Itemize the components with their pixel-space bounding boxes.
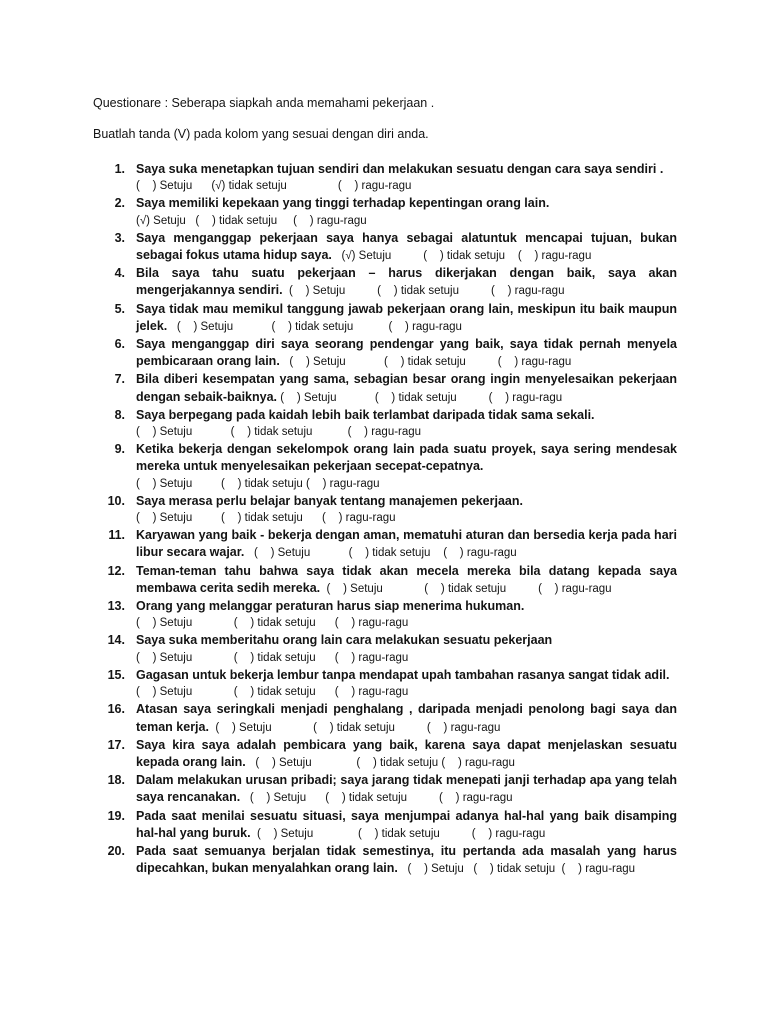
- option-disagree: tidak setuju: [244, 477, 303, 490]
- option-unsure: ragu-ragu: [462, 792, 513, 805]
- answer-options: [246, 757, 515, 769]
- answer-options: [280, 356, 571, 368]
- option-agree: Setuju: [159, 512, 193, 525]
- question-number: 9.: [114, 442, 125, 457]
- checkbox-unsure[interactable]: ( ): [302, 477, 330, 490]
- question-number: 12.: [107, 563, 125, 578]
- answer-options: [136, 684, 677, 701]
- question-text: Saya suka memberitahu orang lain cara melakukan sesuatu pekerjaan: [136, 633, 553, 648]
- checkbox-unsure[interactable]: ( ): [302, 512, 346, 525]
- option-agree: Setuju: [358, 250, 392, 263]
- question-text: Bila diberi kesempatan yang sama, sebagian besar orang ingin menyelesaikan pekerjaan dengan sebaik-baiknya. ( ) Setuju ( ) tidak setuju ( ) ragu-ragu: [136, 372, 677, 404]
- option-disagree: tidak setuju: [379, 756, 439, 769]
- checkbox-disagree[interactable]: ( ): [271, 721, 337, 734]
- option-disagree: tidak setuju: [257, 686, 316, 699]
- checkbox-unsure[interactable]: ( ): [353, 320, 413, 333]
- checkbox-disagree[interactable]: ( ): [336, 391, 399, 404]
- question-text: Saya merasa perlu belajar banyak tentang manajemen pekerjaan.: [136, 493, 523, 508]
- answer-options: [398, 863, 635, 875]
- checkbox-agree[interactable]: ( ): [215, 721, 239, 734]
- checkbox-agree[interactable]: ( ): [257, 827, 281, 840]
- checkbox-disagree[interactable]: ( ): [306, 792, 349, 805]
- question-number: 16.: [107, 702, 125, 717]
- option-unsure: ragu-ragu: [450, 721, 501, 734]
- option-unsure: ragu-ragu: [358, 686, 409, 699]
- question-text: Pada saat semuanya berjalan tidak semestinya, itu pertanda ada masalah yang harus dipecahkan, bukan menyalahkan orang lain. ( ) Setuju ( ) tidak setuju ( ) ragu-ragu: [136, 843, 677, 876]
- checkbox-agree[interactable]: ( ): [326, 582, 351, 595]
- question-item: [0, 772, 677, 807]
- question-item: [0, 265, 677, 300]
- option-disagree: tidak setuju: [336, 721, 395, 734]
- question-text: Gagasan untuk bekerja lembur tanpa mendapat upah tambahan rasanya sangat tidak adil.: [136, 667, 670, 682]
- question-text: Karyawan yang baik - bekerja dengan aman, mematuhi aturan dan bersedia kerja pada hari libur secara wajar. ( ) Setuju ( ) tidak setuju ( ) ragu-ragu: [136, 528, 677, 560]
- checkbox-disagree[interactable]: ( ): [310, 547, 373, 560]
- question-item: [0, 632, 677, 666]
- option-disagree: tidak setuju: [381, 827, 440, 840]
- question-text: Saya suka menetapkan tujuan sendiri dan melakukan sesuatu dengan cara saya sendiri .: [136, 162, 664, 176]
- option-unsure: ragu-ragu: [412, 320, 462, 333]
- option-disagree: tidak setuju: [398, 391, 457, 404]
- checkbox-unsure[interactable]: ( ): [430, 547, 467, 560]
- option-disagree: tidak setuju: [228, 180, 287, 193]
- checkbox-disagree[interactable]: ( ): [345, 285, 401, 298]
- checkbox-unsure[interactable]: ( ): [459, 285, 515, 298]
- question-item: [0, 527, 677, 562]
- question-number: 3.: [114, 230, 125, 245]
- question-number: 4.: [114, 266, 125, 281]
- answer-options: [136, 476, 677, 493]
- option-agree: Setuju: [159, 180, 193, 193]
- option-unsure: ragu-ragu: [514, 285, 565, 298]
- checkbox-disagree[interactable]: ( ): [313, 827, 382, 840]
- checkbox-disagree[interactable]: ( ): [382, 582, 448, 595]
- question-text: Atasan saya seringkali menjadi penghalang , daripada menjadi penolong bagi saya dan teman kerja. ( ) Setuju ( ) tidak setuju ( ) ragu-ragu: [136, 702, 677, 734]
- question-text: Saya menganggap pekerjaan saya hanya sebagai alatuntuk mencapai tujuan, bukan sebagai fokus utama hidup saya. (√) Setuju ( ) tidak setuju ( ) ragu-ragu: [136, 230, 677, 263]
- checkbox-agree[interactable]: ( ): [136, 617, 160, 630]
- question-item: [0, 667, 677, 701]
- question-text: Saya berpegang pada kaidah lebih baik terlambat daripada tidak sama sekali.: [136, 407, 595, 422]
- option-unsure: ragu-ragu: [358, 617, 409, 630]
- option-agree: Setuju: [159, 651, 193, 664]
- checkbox-agree[interactable]: ( ): [280, 391, 304, 404]
- question-text: Bila saya tahu suatu pekerjaan – harus dikerjakan dengan baik, saya akan mengerjakannya sendiri. ( ) Setuju ( ) tidak setuju ( ) ragu-ragu: [136, 266, 677, 298]
- checkbox-agree[interactable]: ( ): [288, 285, 313, 298]
- instruction-text: Buatlah tanda (V) pada kolom yang sesuai dengan diri anda.: [93, 127, 429, 141]
- question-text: Pada saat menilai sesuatu situasi, saya menjumpai adanya hal-hal yang baik disamping hal-hal yang buruk. ( ) Setuju ( ) tidak setuju ( ) ragu-ragu: [136, 808, 677, 840]
- question-item: [0, 808, 677, 843]
- checkbox-disagree[interactable]: ( ): [192, 426, 255, 439]
- checkbox-disagree-checked[interactable]: (√): [192, 180, 229, 193]
- checkbox-disagree[interactable]: ( ): [192, 512, 245, 525]
- option-disagree: tidak setuju: [372, 547, 431, 560]
- answer-options: [136, 424, 677, 441]
- question-text: Teman-teman tahu bahwa saya tidak akan mecela mereka bila datang kepada saya membawa cerita sedih mereka. ( ) Setuju ( ) tidak setuju ( ) ragu-ragu: [136, 563, 677, 595]
- question-list: [0, 161, 768, 878]
- checkbox-disagree[interactable]: ( ): [391, 250, 447, 263]
- option-disagree: tidak setuju: [219, 214, 278, 227]
- checkbox-disagree[interactable]: ( ): [192, 617, 258, 630]
- option-disagree: tidak setuju: [295, 320, 354, 333]
- option-unsure: ragu-ragu: [495, 827, 546, 840]
- checkbox-unsure[interactable]: ( ): [407, 792, 463, 805]
- option-unsure: ragu-ragu: [345, 512, 396, 525]
- question-item: [0, 301, 677, 336]
- answer-options: [136, 510, 677, 527]
- option-agree: Setuju: [159, 477, 193, 490]
- question-item: [0, 701, 677, 736]
- checkbox-agree[interactable]: ( ): [136, 180, 160, 193]
- option-agree: Setuju: [273, 792, 307, 805]
- checkbox-unsure[interactable]: ( ): [506, 582, 562, 595]
- answer-options: [136, 650, 677, 667]
- option-agree: Setuju: [159, 426, 193, 439]
- question-text: Saya menganggap diri saya seorang pendengar yang baik, saya tidak pernah menyela pembicaraan orang lain. ( ) Setuju ( ) tidak setuju ( ) ragu-ragu: [136, 337, 677, 369]
- question-number: 7.: [114, 372, 125, 387]
- option-unsure: ragu-ragu: [329, 477, 380, 490]
- option-unsure: ragu-ragu: [371, 426, 422, 439]
- checkbox-unsure[interactable]: ( ): [277, 214, 317, 227]
- answer-options: [209, 722, 500, 734]
- checkbox-disagree[interactable]: ( ): [185, 214, 220, 227]
- question-item: [0, 161, 677, 195]
- question-number: 20.: [107, 843, 125, 858]
- option-unsure: ragu-ragu: [316, 214, 367, 227]
- question-number: 5.: [114, 301, 125, 316]
- option-unsure: ragu-ragu: [585, 863, 636, 876]
- option-disagree: tidak setuju: [447, 582, 507, 595]
- checkbox-agree-checked[interactable]: (√): [136, 214, 154, 227]
- checkbox-unsure[interactable]: ( ): [315, 617, 359, 630]
- question-number: 14.: [107, 633, 125, 648]
- question-number: 2.: [114, 196, 125, 211]
- checkbox-disagree[interactable]: ( ): [463, 863, 497, 876]
- answer-options: [136, 178, 677, 195]
- option-agree: Setuju: [279, 756, 312, 769]
- checkbox-agree[interactable]: ( ): [254, 547, 278, 560]
- option-agree: Setuju: [350, 582, 383, 595]
- question-item: [0, 336, 677, 371]
- question-text: Saya tidak mau memikul tanggung jawab pekerjaan orang lain, meskipun itu baik maupun jelek. ( ) Setuju ( ) tidak setuju ( ) ragu-ragu: [136, 301, 677, 333]
- option-agree: Setuju: [313, 356, 346, 369]
- option-unsure: ragu-ragu: [361, 180, 412, 193]
- checkbox-unsure[interactable]: ( ): [505, 250, 542, 263]
- checkbox-disagree[interactable]: ( ): [192, 686, 258, 699]
- checkbox-agree[interactable]: ( ): [136, 426, 160, 439]
- question-number: 13.: [107, 599, 125, 614]
- question-item: [0, 843, 677, 878]
- question-item: [0, 230, 677, 265]
- option-agree: Setuju: [239, 721, 272, 734]
- option-unsure: ragu-ragu: [466, 547, 517, 560]
- checkbox-disagree[interactable]: ( ): [192, 651, 258, 664]
- checkbox-disagree[interactable]: ( ): [345, 356, 408, 369]
- option-unsure: ragu-ragu: [541, 250, 592, 263]
- checkbox-unsure[interactable]: ( ): [439, 827, 496, 840]
- question-item: [0, 371, 677, 406]
- checkbox-unsure[interactable]: ( ): [438, 756, 466, 769]
- checkbox-unsure[interactable]: ( ): [394, 721, 451, 734]
- option-disagree: tidak setuju: [348, 792, 408, 805]
- checkbox-agree-checked[interactable]: (√): [341, 250, 359, 263]
- question-item: [0, 441, 677, 493]
- question-item: [0, 493, 677, 527]
- question-number: 6.: [114, 337, 125, 352]
- page-title: Questionare : Seberapa siapkah anda memahami pekerjaan .: [93, 96, 435, 110]
- question-text: Orang yang melanggar peraturan harus siap menerima hukuman.: [136, 599, 525, 614]
- question-number: 11.: [108, 528, 125, 543]
- question-item: [0, 407, 677, 441]
- option-disagree: tidak setuju: [400, 285, 460, 298]
- checkbox-agree[interactable]: ( ): [136, 512, 160, 525]
- checkbox-unsure[interactable]: ( ): [315, 686, 359, 699]
- option-agree: Setuju: [312, 285, 346, 298]
- option-agree: Setuju: [303, 391, 337, 404]
- checkbox-agree[interactable]: ( ): [289, 356, 314, 369]
- checkbox-disagree[interactable]: ( ): [233, 320, 296, 333]
- question-number: 10.: [107, 493, 125, 508]
- answer-options: [277, 392, 562, 404]
- answer-options: [240, 792, 512, 804]
- answer-options: [136, 213, 677, 230]
- checkbox-disagree[interactable]: ( ): [192, 477, 245, 490]
- question-number: 8.: [114, 407, 125, 422]
- checkbox-agree[interactable]: ( ): [136, 651, 160, 664]
- checkbox-agree[interactable]: ( ): [249, 792, 274, 805]
- option-agree: Setuju: [280, 827, 314, 840]
- checkbox-agree[interactable]: ( ): [136, 686, 160, 699]
- checkbox-agree[interactable]: ( ): [136, 477, 160, 490]
- option-unsure: ragu-ragu: [561, 582, 612, 595]
- option-agree: Setuju: [159, 617, 193, 630]
- checkbox-agree[interactable]: ( ): [255, 756, 279, 769]
- question-number: 18.: [107, 773, 125, 788]
- question-text: Saya memiliki kepekaan yang tinggi terhadap kepentingan orang lain.: [136, 196, 550, 211]
- option-disagree: tidak setuju: [446, 250, 506, 263]
- question-number: 15.: [107, 667, 125, 682]
- question-item: [0, 737, 677, 772]
- option-disagree: tidak setuju: [257, 651, 316, 664]
- answer-options: [320, 583, 611, 595]
- option-unsure: ragu-ragu: [512, 391, 563, 404]
- question-number: 1.: [114, 162, 125, 176]
- option-disagree: tidak setuju: [257, 617, 316, 630]
- option-unsure: ragu-ragu: [465, 756, 515, 769]
- checkbox-agree[interactable]: ( ): [407, 863, 432, 876]
- checkbox-unsure[interactable]: ( ): [312, 426, 372, 439]
- answer-options: [332, 250, 591, 262]
- checkbox-unsure[interactable]: ( ): [555, 863, 586, 876]
- question-text: Dalam melakukan urusan pribadi; saya jarang tidak menepati janji terhadap apa yang telah saya rencanakan. ( ) Setuju ( ) tidak setuju ( ) ragu-ragu: [136, 773, 677, 805]
- option-agree: Setuju: [200, 320, 234, 333]
- option-agree: Setuju: [159, 686, 193, 699]
- answer-options: [244, 547, 516, 559]
- option-disagree: tidak setuju: [496, 863, 556, 876]
- checkbox-unsure[interactable]: ( ): [315, 651, 359, 664]
- checkbox-unsure[interactable]: ( ): [286, 180, 362, 193]
- answer-options: [251, 828, 546, 840]
- option-disagree: tidak setuju: [254, 426, 313, 439]
- answer-options: [167, 321, 462, 333]
- option-disagree: tidak setuju: [244, 512, 303, 525]
- checkbox-disagree[interactable]: ( ): [311, 756, 380, 769]
- question-number: 17.: [107, 737, 125, 752]
- answer-options: [283, 285, 565, 297]
- checkbox-agree[interactable]: ( ): [176, 320, 201, 333]
- question-text: Saya kira saya adalah pembicara yang baik, karena saya dapat menjelaskan sesuatu kepada orang lain. ( ) Setuju ( ) tidak setuju ( ) ragu-ragu: [136, 737, 677, 769]
- option-agree: Setuju: [153, 214, 186, 227]
- question-text: Ketika bekerja dengan sekelompok orang lain pada suatu proyek, saya sering mendesak mereka untuk menyelesaikan pekerjaan secepat-cepatnya.: [136, 442, 677, 474]
- option-agree: Setuju: [431, 863, 464, 876]
- answer-options: [136, 615, 677, 632]
- checkbox-unsure[interactable]: ( ): [465, 356, 522, 369]
- question-item: [0, 563, 677, 598]
- option-unsure: ragu-ragu: [521, 356, 572, 369]
- checkbox-unsure[interactable]: ( ): [456, 391, 513, 404]
- question-number: 19.: [107, 808, 125, 823]
- option-unsure: ragu-ragu: [358, 651, 409, 664]
- question-item: [0, 598, 677, 632]
- question-item: [0, 195, 677, 229]
- option-agree: Setuju: [277, 547, 311, 560]
- option-disagree: tidak setuju: [407, 356, 466, 369]
